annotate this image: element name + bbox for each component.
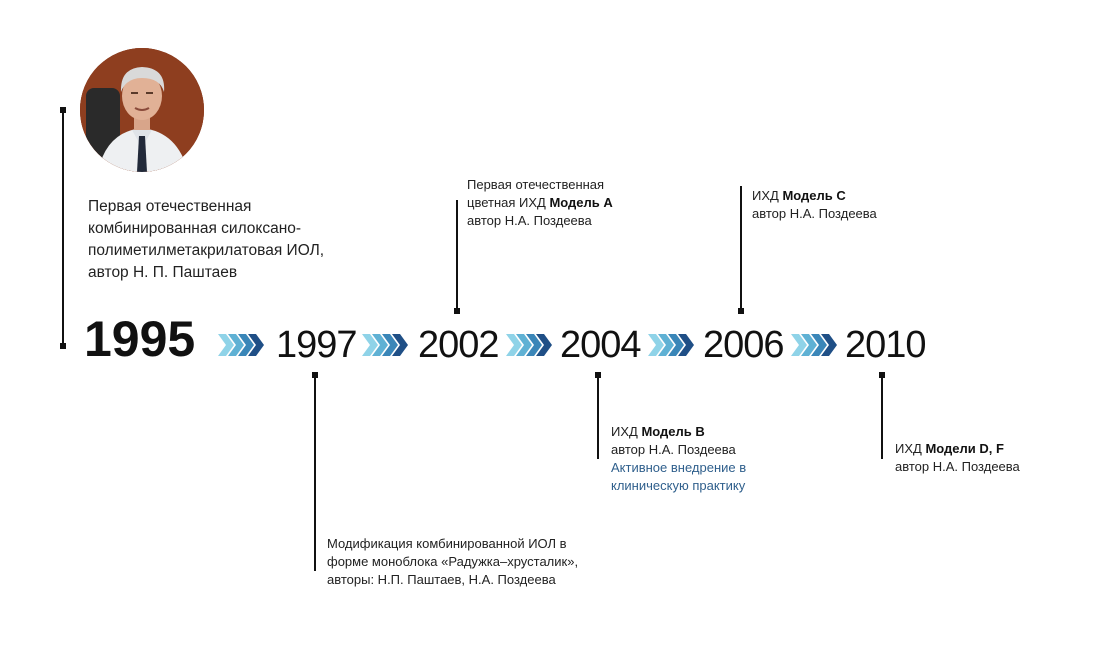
clinical-practice-note: Активное внедрение в: [611, 460, 747, 475]
event-2004-text: ИХД Модель В автор Н.А. Поздеева Активное внедрение в клиническую практику: [611, 424, 747, 493]
connector-2002: [456, 200, 458, 312]
connector-dot: [879, 372, 885, 378]
connector-dot: [454, 308, 460, 314]
year-2002: 2002: [418, 324, 499, 366]
event-2010-text: ИХД Модели D, F автор Н.А. Поздеева: [895, 441, 1020, 474]
chevron-arrow-icon: [218, 334, 264, 356]
clinical-practice-note: клиническую практику: [611, 478, 746, 493]
chevron-arrow-icon: [648, 334, 694, 356]
year-2006: 2006: [703, 324, 784, 366]
event-1997-text: Модификация комбинированной ИОЛ в форме моноблока «Радужка–хрусталик», авторы: Н.П. Паштаев, Н.А. Поздеева: [327, 536, 579, 587]
connector-1995: [62, 110, 64, 346]
year-1997: 1997: [276, 324, 357, 366]
author-photo: [80, 48, 204, 172]
connector-dot: [60, 107, 66, 113]
event-2002-text: Первая отечественная цветная ИХД Модель А автор Н.А. Поздеева: [467, 177, 613, 228]
event-2006-text: ИХД Модель С автор Н.А. Поздеева: [752, 188, 877, 221]
chevron-arrow-icon: [362, 334, 408, 356]
connector-2006: [740, 186, 742, 312]
year-2004: 2004: [560, 324, 641, 366]
event-1995-text: Первая отечественная комбинированная силоксано- полиметилметакрилатовая ИОЛ, автор Н. П. Паштаев: [88, 198, 325, 281]
chevron-arrow-icon: [791, 334, 837, 356]
chevron-arrow-icon: [506, 334, 552, 356]
connector-1997: [314, 375, 316, 571]
connector-dot: [312, 372, 318, 378]
year-1995: 1995: [84, 311, 196, 367]
year-2010: 2010: [845, 324, 926, 366]
connector-dot: [595, 372, 601, 378]
connector-dot: [60, 343, 66, 349]
connector-dot: [738, 308, 744, 314]
connector-2004: [597, 375, 599, 459]
connector-2010: [881, 375, 883, 459]
